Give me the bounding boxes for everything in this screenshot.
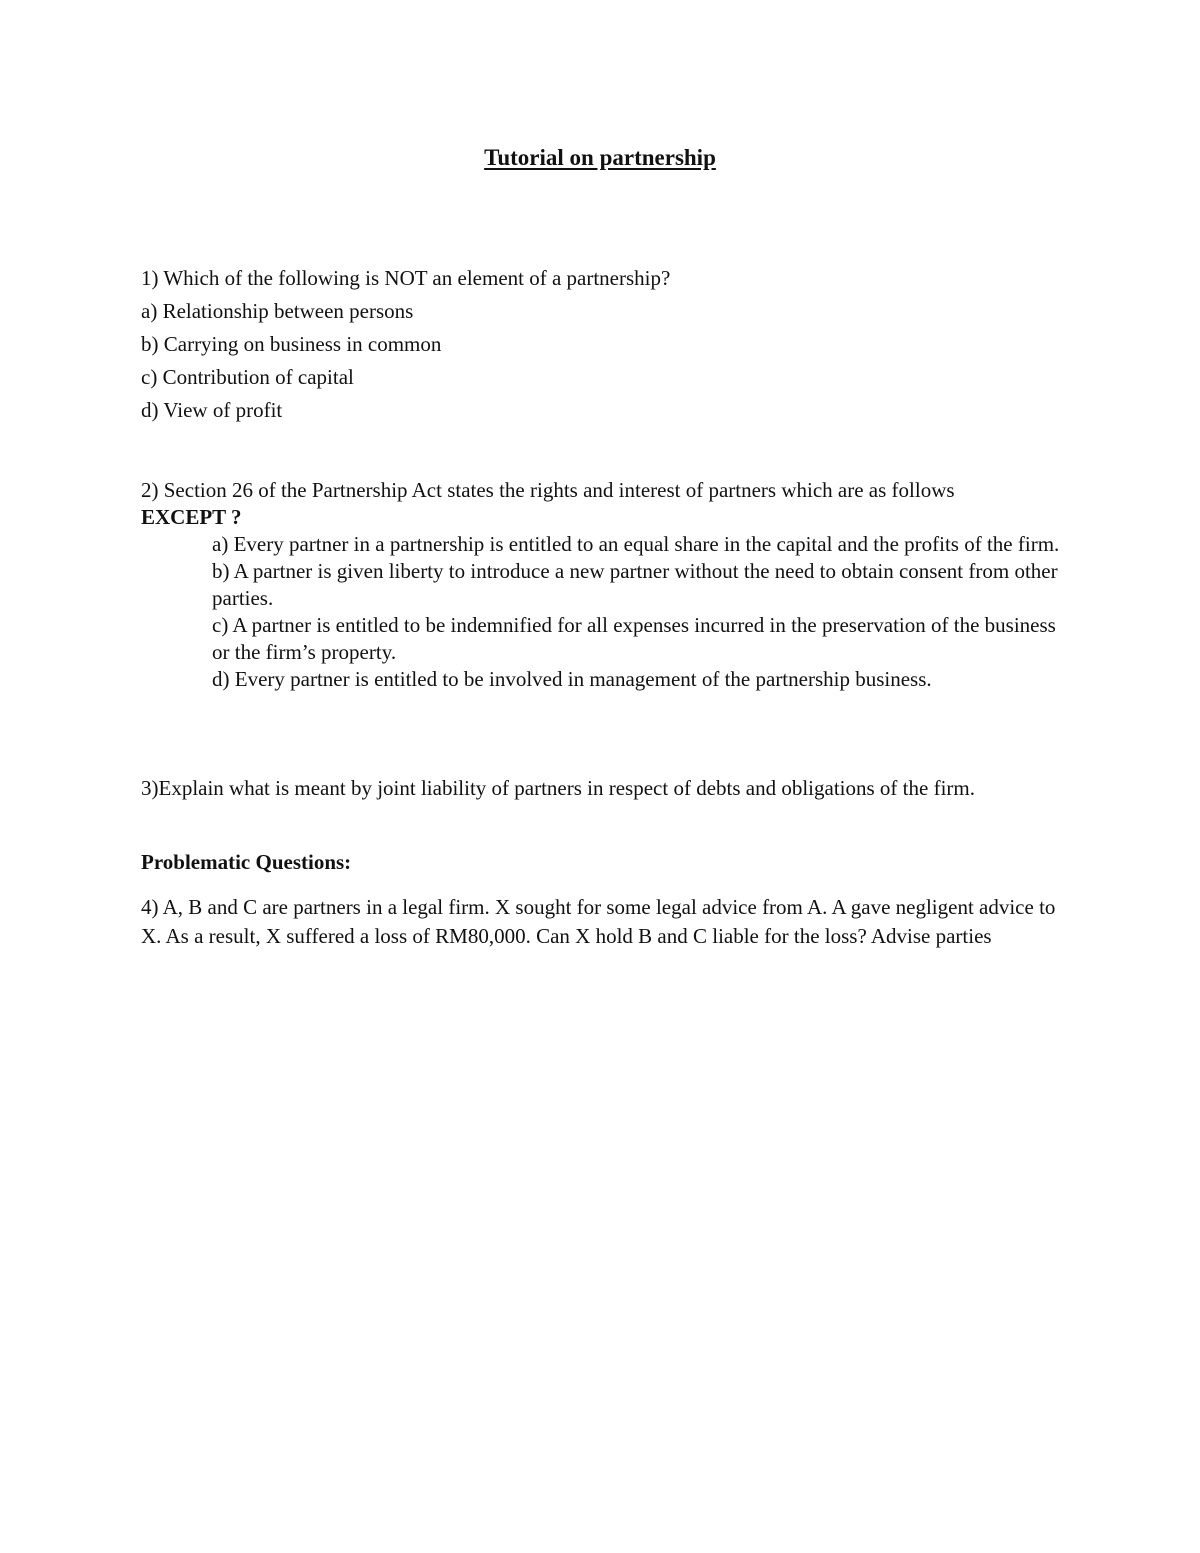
- question-2-options: [212, 531, 1072, 693]
- document-title: Tutorial on partnership: [484, 145, 716, 170]
- question-2-emphasis: EXCEPT ?: [141, 505, 242, 529]
- question-2-option-d: d) Every partner is entitled to be involved in management of the partnership business.: [212, 667, 932, 691]
- question-1-text: 1) Which of the following is NOT an element of a partnership?: [141, 266, 671, 290]
- problematic-questions-heading: Problematic Questions:: [141, 850, 352, 874]
- question-1-option-c: c) Contribution of capital: [141, 365, 354, 389]
- question-2: [141, 477, 1071, 693]
- question-3: 3)Explain what is meant by joint liability of partners in respect of debts and obligations of the firm.: [141, 776, 975, 800]
- question-2-option-c: c) A partner is entitled to be indemnified for all expenses incurred in the preservation of the business or the firm’s property.: [212, 613, 1056, 664]
- question-2-option-a: a) Every partner in a partnership is entitled to an equal share in the capital and the profits of the firm.: [212, 532, 1060, 556]
- question-1-option-d: d) View of profit: [141, 398, 283, 422]
- question-4: 4) A, B and C are partners in a legal firm. X sought for some legal advice from A. A gave negligent advice to X. As a result, X suffered a loss of RM80,000. Can X hold B and C liable for the loss? Advise parties: [141, 895, 1056, 948]
- question-1-option-b: b) Carrying on business in common: [141, 332, 442, 356]
- question-2-text: 2) Section 26 of the Partnership Act states the rights and interest of partners which are as follows: [141, 478, 955, 502]
- question-1-option-a: a) Relationship between persons: [141, 299, 414, 323]
- question-1: [141, 262, 1071, 427]
- question-2-option-b: b) A partner is given liberty to introduce a new partner without the need to obtain consent from other parties.: [212, 559, 1058, 610]
